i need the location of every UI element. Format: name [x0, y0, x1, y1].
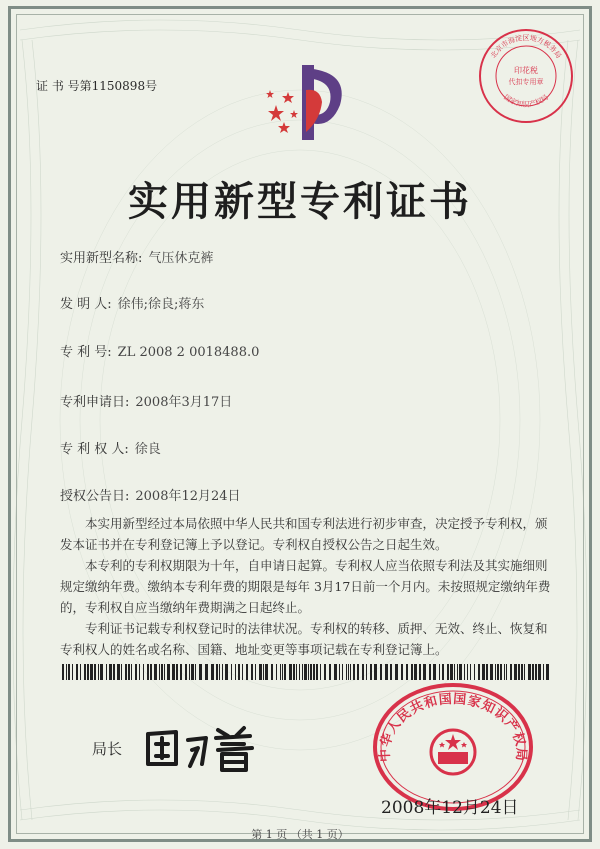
barcode-bar [191, 664, 194, 680]
barcode-bar [316, 664, 318, 680]
barcode-bar [535, 664, 537, 680]
barcode-bar [68, 664, 70, 680]
barcode-bar [128, 664, 130, 680]
barcode-bar [251, 664, 253, 680]
barcode-bar [506, 664, 507, 680]
barcode-bar [271, 664, 273, 680]
barcode-bar [419, 664, 421, 680]
field-label: 实用新型名称: [60, 251, 143, 266]
paragraph-term: 本专利的专利权期限为十年，自申请日起算。专利权人应当依照专利法及其实施细则规定缴纳年费。缴纳本专利年费的期限是每年 3月17日前一个月内。未按照规定缴纳年费的，专利权自应当缴纳年费期满之日起终止。 [60, 558, 551, 615]
issue-date: 2008年12月24日 [381, 798, 519, 818]
barcode-bar [235, 664, 236, 680]
barcode-bar [255, 664, 256, 680]
barcode-bar [172, 664, 175, 680]
barcode-bar [304, 664, 307, 680]
barcode-bar [125, 664, 127, 680]
barcode-bar [76, 664, 78, 680]
barcode-bar [216, 664, 218, 680]
field-patentee [60, 443, 161, 456]
barcode-bar [521, 664, 523, 680]
barcode-bar [117, 664, 120, 680]
field-label: 专 利 号: [60, 345, 112, 360]
paragraph-legal-status: 专利证书记载专利权登记时的法律状况。专利权的转移、质押、无效、终止、恢复和专利权人的姓名或名称、国籍、地址变更等事项记载在专利登记簿上。 [60, 621, 548, 657]
field-value: ZL 2008 2 0018488.0 [117, 345, 260, 360]
field-inventors [60, 298, 204, 311]
barcode-bar [180, 664, 182, 680]
barcode-bar [329, 664, 331, 680]
svg-text:国家知识产权局: 国家知识产权局 [502, 93, 550, 109]
barcode-bar [495, 664, 496, 680]
barcode-bar [414, 664, 417, 680]
barcode-bar [467, 664, 468, 680]
sipo-logo [262, 60, 352, 150]
barcode-bar [395, 664, 398, 680]
barcode-bar [423, 664, 426, 680]
barcode-bar [348, 664, 349, 680]
national-emblem-icon [431, 730, 475, 774]
barcode-bar [518, 664, 520, 680]
barcode-bar [167, 664, 170, 680]
barcode-bar [504, 664, 505, 680]
barcode-bar [62, 664, 64, 680]
barcode-bar [342, 664, 343, 680]
barcode-bar [454, 664, 455, 680]
barcode-bar [90, 664, 93, 680]
barcode-bar [439, 664, 440, 680]
barcode-bar [225, 664, 228, 680]
barcode-bar [450, 664, 453, 680]
barcode-bar [87, 664, 89, 680]
field-patent-number [60, 346, 259, 359]
barcode-bar [289, 664, 292, 680]
barcode-bar [154, 664, 157, 680]
barcode-bar [308, 664, 309, 680]
barcode-bar [538, 664, 541, 680]
barcode-bar [357, 664, 359, 680]
barcode-bar [447, 664, 449, 680]
barcode-bar [84, 664, 86, 680]
barcode-bar [339, 664, 340, 680]
barcode-bar [366, 664, 367, 680]
barcode-bar [231, 664, 232, 680]
barcode-bar [459, 664, 462, 680]
barcode-bar [411, 664, 413, 680]
barcode-bar [276, 664, 277, 680]
barcode-bar [401, 664, 403, 680]
barcode-bar [159, 664, 160, 680]
barcode-bar [406, 664, 408, 680]
barcode-bar [350, 664, 351, 680]
field-utility-name [60, 252, 213, 265]
field-label: 专 利 权 人: [60, 442, 129, 457]
director-label: 局长 [92, 740, 123, 758]
barcode-bar [72, 664, 73, 680]
barcode-bar [94, 664, 96, 680]
field-value: 2008年3月17日 [135, 395, 233, 410]
barcode-bar [176, 664, 178, 680]
barcode-bar [302, 664, 303, 680]
barcode-bar [109, 664, 112, 680]
field-filing-date [60, 396, 232, 409]
barcode-bar [100, 664, 103, 680]
barcode-bar [143, 664, 144, 680]
barcode-bar [497, 664, 499, 680]
field-grant-date [60, 490, 241, 503]
field-value: 徐伟;徐良;蒋东 [117, 297, 205, 312]
barcode-bar [199, 664, 202, 680]
certificate-number: 证 书 号第1150898号 [36, 79, 158, 93]
barcode-bar [500, 664, 502, 680]
barcode-bar [80, 664, 81, 680]
barcode-bar [246, 664, 248, 680]
field-value: 气压休克裤 [148, 251, 214, 266]
barcode-bar [528, 664, 531, 680]
barcode-bar [478, 664, 480, 680]
barcode-bar [139, 664, 140, 680]
barcode-bar [464, 664, 465, 680]
barcode-bar [195, 664, 196, 680]
barcode-bar [219, 664, 220, 680]
barcode-bar [185, 664, 187, 680]
field-label: 授权公告日: [60, 489, 130, 504]
barcode-bar [263, 664, 264, 680]
barcode-bar [482, 664, 485, 680]
barcode-bar [265, 664, 268, 680]
barcode-bar [296, 664, 297, 680]
svg-text:印花税: 印花税 [514, 66, 538, 75]
barcode-bar [442, 664, 444, 680]
barcode-bar [222, 664, 223, 680]
barcode-bar [385, 664, 388, 680]
barcode-bar [135, 664, 137, 680]
barcode-bar [474, 664, 475, 680]
certificate-title: 实用新型专利证书 [128, 178, 472, 225]
barcode-bar [189, 664, 190, 680]
barcode-bar [334, 664, 337, 680]
svg-text:北京市海淀区地方税务局: 北京市海淀区地方税务局 [489, 34, 563, 60]
barcode-bar [106, 664, 107, 680]
barcode-bar [510, 664, 512, 680]
barcode-bar [299, 664, 300, 680]
barcode-bar [546, 664, 549, 680]
barcode-bar [280, 664, 281, 680]
barcode-bar [433, 664, 436, 680]
barcode-bar [284, 664, 286, 680]
barcode-bar [362, 664, 364, 680]
barcode-bar [238, 664, 240, 680]
barcode-bar [324, 664, 326, 680]
barcode-bar [429, 664, 431, 680]
barcode-bar [490, 664, 493, 680]
barcode-bar [514, 664, 517, 680]
svg-text:中华人民共和国国家知识产权局: 中华人民共和国国家知识产权局 [377, 691, 529, 763]
barcode-bar [150, 664, 152, 680]
barcode-bar [282, 664, 283, 680]
barcode-bar [470, 664, 471, 680]
barcode-bar [313, 664, 315, 680]
barcode-bar [353, 664, 355, 680]
barcode-bar [532, 664, 534, 680]
field-label: 专利申请日: [60, 395, 130, 410]
barcode-bar [242, 664, 243, 680]
field-label: 发 明 人: [60, 297, 112, 312]
barcode-bar [320, 664, 321, 680]
field-value: 徐良 [134, 442, 161, 457]
barcode-bar [457, 664, 458, 680]
barcode-bar [164, 664, 165, 680]
barcode-bar [346, 664, 347, 680]
barcode-bar [390, 664, 392, 680]
page-number: 第 1 页 （共 1 页） [251, 828, 349, 841]
barcode-bar [543, 664, 544, 680]
barcode-bar [205, 664, 208, 680]
barcode-bar [486, 664, 488, 680]
barcode-bar [131, 664, 132, 680]
barcode-bar [524, 664, 525, 680]
barcode-bar [121, 664, 122, 680]
paragraph-grant: 本实用新型经过本局依照中华人民共和国专利法进行初步审查，决定授予专利权，颁发本证书并在专利登记簿上予以登记。专利权自授权公告之日起生效。 [60, 516, 548, 552]
barcode-bar [147, 664, 149, 680]
barcode-bar [98, 664, 99, 680]
barcode-bar [374, 664, 377, 680]
barcode [62, 664, 550, 680]
barcode-bar [380, 664, 382, 680]
barcode-bar [161, 664, 163, 680]
barcode-bar [66, 664, 67, 680]
barcode-bar [293, 664, 295, 680]
svg-text:代扣专用章: 代扣专用章 [508, 78, 544, 86]
director-signature [140, 720, 270, 775]
barcode-bar [370, 664, 372, 680]
barcode-bar [259, 664, 262, 680]
barcode-bar [310, 664, 312, 680]
barcode-bar [113, 664, 115, 680]
field-value: 2008年12月24日 [135, 489, 241, 504]
tax-stamp [476, 26, 576, 126]
barcode-bar [211, 664, 214, 680]
